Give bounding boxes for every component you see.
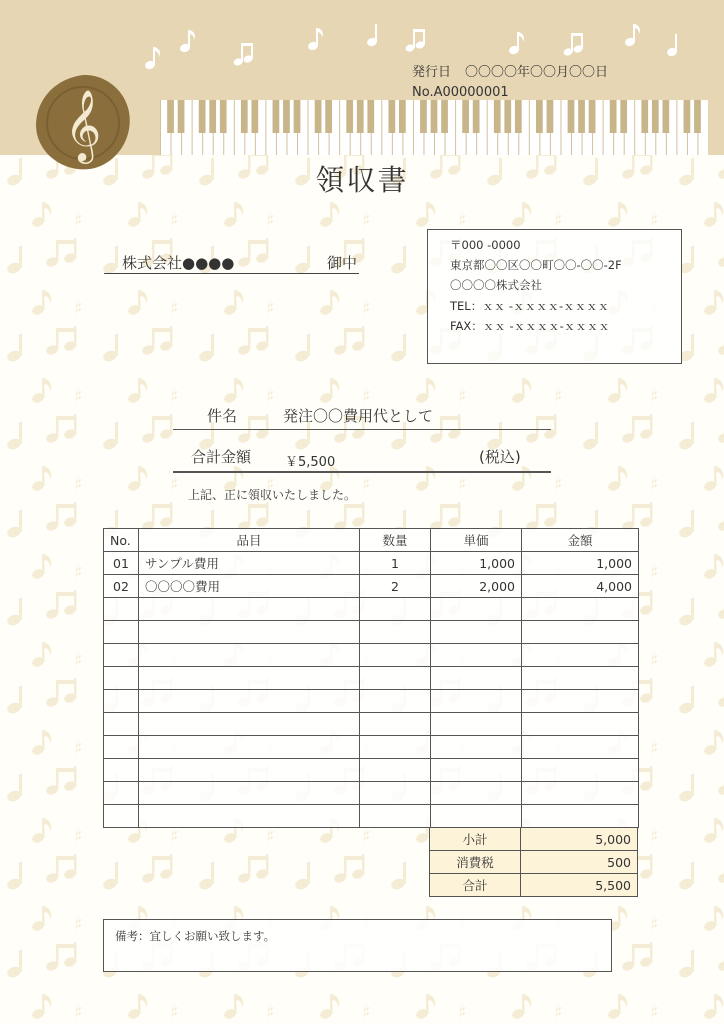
header-quantity: 数量 (360, 529, 431, 552)
table-row (104, 759, 639, 782)
table-cell (431, 690, 522, 713)
table-cell (522, 759, 639, 782)
recipient-line (104, 251, 359, 274)
table-cell (104, 736, 139, 759)
table-cell (139, 782, 360, 805)
receipt-number: No.A00000001 (412, 85, 509, 100)
table-cell (360, 667, 431, 690)
table-cell (431, 736, 522, 759)
table-row (104, 598, 639, 621)
table-cell (522, 713, 639, 736)
confirmation-text: 上記、正に領収いたしました。 (188, 488, 357, 502)
issuer-info-box (427, 229, 682, 364)
table-cell (104, 759, 139, 782)
tax-label: 消費税 (430, 851, 521, 874)
table-cell (431, 644, 522, 667)
recipient-name: 株式会社●●●● (122, 254, 235, 272)
grand-total-row (430, 874, 638, 897)
issuer-company: 〇〇〇〇株式会社 (450, 278, 542, 292)
totals-table (429, 827, 638, 897)
issuer-fax: FAX：ｘｘ -ｘｘｘｘ-ｘｘｘｘ (450, 319, 610, 333)
table-cell (104, 805, 139, 828)
table-cell (360, 598, 431, 621)
table-row (104, 782, 639, 805)
total-amount-value: ￥5,500 (285, 455, 336, 470)
issue-date-label: 発行日 (412, 65, 452, 80)
table-cell (104, 621, 139, 644)
table-cell: 02 (104, 575, 139, 598)
table-cell (139, 690, 360, 713)
grand-total-label: 合計 (430, 874, 521, 897)
table-row (104, 644, 639, 667)
table-cell: 01 (104, 552, 139, 575)
subject-label: 件名 (207, 407, 238, 425)
table-cell (360, 805, 431, 828)
recipient-suffix: 御中 (326, 254, 357, 272)
table-cell (431, 598, 522, 621)
total-amount-line (173, 446, 551, 473)
table-cell (104, 644, 139, 667)
issuer-postal: 〒000 -0000 (450, 238, 521, 252)
table-cell (104, 782, 139, 805)
table-cell (104, 690, 139, 713)
subject-value: 発注〇〇費用代として (283, 407, 434, 425)
header-item: 品目 (139, 529, 360, 552)
table-cell (431, 621, 522, 644)
issuer-tel: TEL：ｘｘ -ｘｘｘｘ-ｘｘｘｘ (450, 299, 610, 313)
table-cell (522, 805, 639, 828)
table-cell (139, 667, 360, 690)
table-cell (360, 782, 431, 805)
table-cell (104, 713, 139, 736)
table-cell (522, 736, 639, 759)
table-cell (522, 621, 639, 644)
header-unit-price: 単価 (431, 529, 522, 552)
subtotal-row (430, 828, 638, 851)
total-amount-label: 合計金額 (191, 448, 252, 466)
table-row (104, 736, 639, 759)
table-row (104, 667, 639, 690)
header-amount: 金額 (522, 529, 639, 552)
items-table-header (104, 529, 639, 552)
remarks-text: 備考：宜しくお願い致します。 (115, 929, 276, 943)
subtotal-label: 小計 (430, 828, 521, 851)
table-cell: 4,000 (522, 575, 639, 598)
table-cell: 2 (360, 575, 431, 598)
table-cell (139, 598, 360, 621)
table-cell (139, 644, 360, 667)
table-cell (139, 713, 360, 736)
table-cell (360, 736, 431, 759)
table-row (104, 552, 639, 575)
table-cell: 〇〇〇〇費用 (139, 575, 360, 598)
tax-row (430, 851, 638, 874)
header-no: No. (104, 529, 139, 552)
table-row (104, 575, 639, 598)
table-cell: 1,000 (522, 552, 639, 575)
table-cell (360, 759, 431, 782)
table-row (104, 690, 639, 713)
table-cell (139, 621, 360, 644)
svg-text:𝄞: 𝄞 (64, 88, 102, 161)
table-cell (104, 667, 139, 690)
table-cell (522, 644, 639, 667)
table-cell: サンプル費用 (139, 552, 360, 575)
grand-total-value: 5,500 (521, 874, 638, 897)
table-cell: 2,000 (431, 575, 522, 598)
document-title: 領収書 (315, 163, 409, 197)
table-cell (522, 690, 639, 713)
table-cell (139, 759, 360, 782)
issuer-address: 東京都〇〇区〇〇町〇〇-〇〇-2F (450, 258, 622, 272)
items-table (103, 528, 639, 828)
table-cell (139, 805, 360, 828)
tax-value: 500 (521, 851, 638, 874)
table-cell: 1,000 (431, 552, 522, 575)
table-cell (360, 713, 431, 736)
table-row (104, 805, 639, 828)
table-cell: 1 (360, 552, 431, 575)
table-cell (522, 782, 639, 805)
table-cell (431, 782, 522, 805)
table-cell (431, 759, 522, 782)
subtotal-value: 5,000 (521, 828, 638, 851)
table-cell (360, 621, 431, 644)
tax-included-note: (税込) (479, 448, 521, 466)
table-cell (522, 598, 639, 621)
table-row (104, 713, 639, 736)
table-cell (139, 736, 360, 759)
subject-line (173, 404, 551, 430)
table-cell (431, 713, 522, 736)
issue-date-value: 〇〇〇〇年〇〇月〇〇日 (465, 65, 609, 80)
table-cell (104, 598, 139, 621)
remarks-box (103, 919, 612, 972)
table-cell (360, 690, 431, 713)
table-cell (360, 644, 431, 667)
table-cell (431, 667, 522, 690)
table-row (104, 621, 639, 644)
table-cell (431, 805, 522, 828)
table-cell (522, 667, 639, 690)
